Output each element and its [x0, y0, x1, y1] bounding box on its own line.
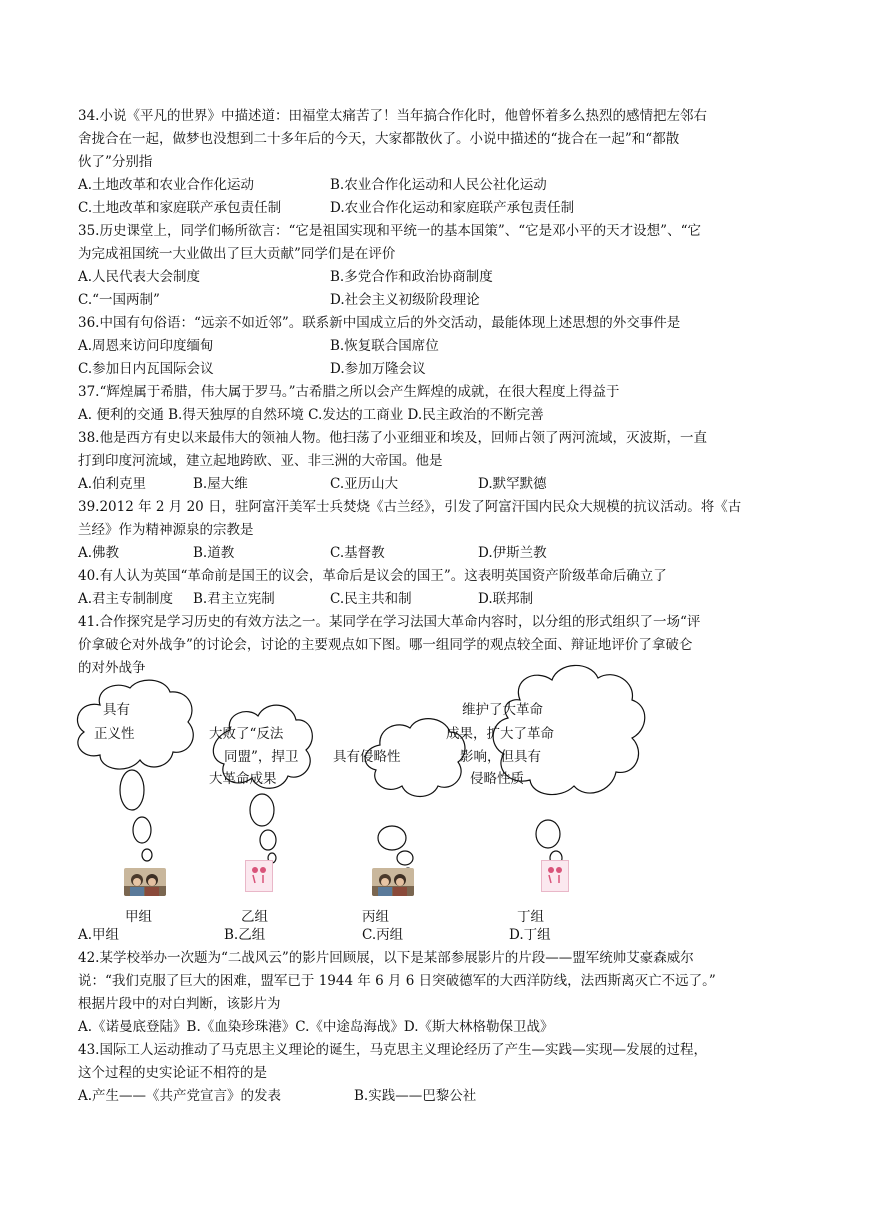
q40-option-d: D.联邦制 [478, 591, 534, 607]
yi-cloud-text-1: 大败了“反法 [209, 726, 284, 742]
q36-option-c: C.参加日内瓦国际会议 [78, 361, 214, 377]
group-label-bing: 丙组 [362, 909, 389, 925]
q34-stem-line1: 34.小说《平凡的世界》中描述道：田福堂太痛苦了！当年搞合作化时，他曾怀着多么热烈的感情把左邻右 [78, 108, 707, 124]
q36-option-d: D.参加万隆会议 [330, 361, 426, 377]
group-label-yi: 乙组 [241, 909, 268, 925]
q40-option-a: A.君主专制制度 [78, 591, 174, 607]
group-label-ding: 丁组 [517, 909, 544, 925]
q38-option-d: D.默罕默德 [478, 476, 547, 492]
q39-stem-line2: 兰经》作为精神源泉的宗教是 [78, 522, 254, 538]
jia-group-photo [124, 868, 166, 896]
jia-thought-bubble-3 [142, 849, 152, 861]
q39-option-b: B.道教 [193, 545, 235, 561]
q39-option-c: C.基督教 [330, 545, 385, 561]
yi-cloud-text-2: 同盟”，捍卫 [224, 749, 299, 765]
jia-cloud-text-1: 具有 [103, 702, 130, 718]
q43-option-b: B.实践——巴黎公社 [354, 1088, 477, 1104]
bing-thought-bubble-2 [397, 851, 413, 865]
q37-options: A. 便利的交通 B.得天独厚的自然环境 C.发达的工商业 D.民主政治的不断完善 [78, 407, 544, 423]
ding-cloud-text-4: 侵略性质 [470, 771, 524, 787]
q34-option-d: D.农业合作化运动和家庭联产承包责任制 [330, 200, 575, 216]
ding-group-figure [541, 860, 569, 892]
q36-stem-line1: 36.中国有句俗语：“远亲不如近邻”。联系新中国成立后的外交活动，最能体现上述思想的外交事件是 [78, 315, 681, 331]
q35-stem-line2: 为完成祖国统一大业做出了巨大贡献”同学们是在评价 [78, 246, 396, 262]
ding-cloud-text-3: 影响，但具有 [460, 749, 541, 765]
q35-option-a: A.人民代表大会制度 [78, 269, 201, 285]
q35-stem-line1: 35.历史课堂上，同学们畅所欲言：“它是祖国实现和平统一的基本国策”、“它是邓小平的天才设想”、“它 [78, 223, 701, 239]
q35-option-d: D.社会主义初级阶段理论 [330, 292, 480, 308]
q34-option-b: B.农业合作化运动和人民公社化运动 [330, 177, 547, 193]
q41-option-b: B.乙组 [224, 927, 266, 943]
q39-option-a: A.佛教 [78, 545, 120, 561]
q42-options: A.《诺曼底登陆》B.《血染珍珠港》C.《中途岛海战》D.《斯大林格勒保卫战》 [78, 1019, 554, 1035]
q39-stem-line1: 39.2012 年 2 月 20 日，驻阿富汗美军士兵焚烧《古兰经》，引发了阿富汗国内民众大规模的抗议活动。将《古 [78, 499, 742, 515]
q35-option-c: C.“一国两制” [78, 292, 160, 308]
bing-cloud-text-1: 具有侵略性 [333, 749, 401, 765]
q41-option-c: C.丙组 [362, 927, 404, 943]
ding-cloud-text-1: 维护了大革命 [462, 702, 543, 718]
q38-stem-line1: 38.他是西方有史以来最伟大的领袖人物。他扫荡了小亚细亚和埃及，回师占领了两河流域，灭波斯，一直 [78, 430, 707, 446]
q43-option-a: A.产生——《共产党宣言》的发表 [78, 1088, 282, 1104]
q34-option-a: A.土地改革和农业合作化运动 [78, 177, 255, 193]
yi-group-figure [245, 860, 273, 892]
q35-option-b: B.多党合作和政治协商制度 [330, 269, 493, 285]
bing-group-photo [372, 868, 414, 896]
q41-stem-line1: 41.合作探究是学习历史的有效方法之一。某同学在学习法国大革命内容时，以分组的形式组织了一场“评 [78, 614, 701, 630]
q38-option-a: A.伯利克里 [78, 476, 147, 492]
q42-stem-line3: 根据片段中的对白判断，该影片为 [78, 996, 281, 1012]
q40-option-c: C.民主共和制 [330, 591, 412, 607]
q36-option-a: A.周恩来访问印度缅甸 [78, 338, 214, 354]
jia-thought-bubble-2 [133, 817, 151, 843]
yi-thought-bubble-1 [250, 794, 274, 826]
q43-stem-line2: 这个过程的史实论证不相符的是 [78, 1065, 267, 1081]
q36-option-b: B.恢复联合国席位 [330, 338, 439, 354]
q38-option-b: B.屋大维 [193, 476, 248, 492]
q38-stem-line2: 打到印度河流域，建立起地跨欧、亚、非三洲的大帝国。他是 [78, 453, 443, 469]
group-label-jia: 甲组 [125, 909, 152, 925]
q40-stem-line1: 40.有人认为英国“革命前是国王的议会，革命后是议会的国王”。这表明英国资产阶级革命后确立了 [78, 568, 667, 584]
q41-option-a: A.甲组 [78, 927, 120, 943]
q37-stem-line1: 37.“辉煌属于希腊，伟大属于罗马。”古希腊之所以会产生辉煌的成就，在很大程度上得益于 [78, 384, 620, 400]
q43-stem-line1: 43.国际工人运动推动了马克思主义理论的诞生，马克思主义理论经历了产生—实践—实现—发展的过程， [78, 1042, 707, 1058]
q34-option-c: C.土地改革和家庭联产承包责任制 [78, 200, 282, 216]
jia-cloud-text-2: 正义性 [94, 726, 135, 742]
q42-stem-line2: 说：“我们克服了巨大的困难，盟军已于 1944 年 6 月 6 日突破德军的大西洋防线，法西斯离灭亡不远了。” [78, 973, 716, 989]
q42-stem-line1: 42.某学校举办一次题为“二战风云”的影片回顾展，以下是某部参展影片的片段——盟军统帅艾豪森威尔 [78, 950, 694, 966]
q40-option-b: B.君主立宪制 [193, 591, 275, 607]
yi-cloud-text-3: 大革命成果 [209, 771, 277, 787]
q39-option-d: D.伊斯兰教 [478, 545, 547, 561]
q41-stem-line3: 的对外战争 [78, 660, 146, 676]
ding-thought-bubble-1 [536, 820, 560, 848]
q41-option-d: D.丁组 [509, 927, 551, 943]
q34-stem-line3: 伙了”分别指 [78, 154, 153, 170]
jia-thought-bubble-1 [120, 770, 144, 810]
q34-stem-line2: 舍拢合在一起，做梦也没想到二十多年后的今天，大家都散伙了。小说中描述的“拢合在一起”和“都散 [78, 131, 680, 147]
bing-thought-bubble-1 [378, 826, 406, 850]
q41-stem-line2: 价拿破仑对外战争”的讨论会，讨论的主要观点如下图。哪一组同学的观点较全面、辩证地评价了拿破仑 [78, 637, 693, 653]
yi-thought-bubble-2 [260, 830, 276, 850]
ding-cloud-text-2: 成果，扩大了革命 [446, 726, 554, 742]
q38-option-c: C.亚历山大 [330, 476, 399, 492]
